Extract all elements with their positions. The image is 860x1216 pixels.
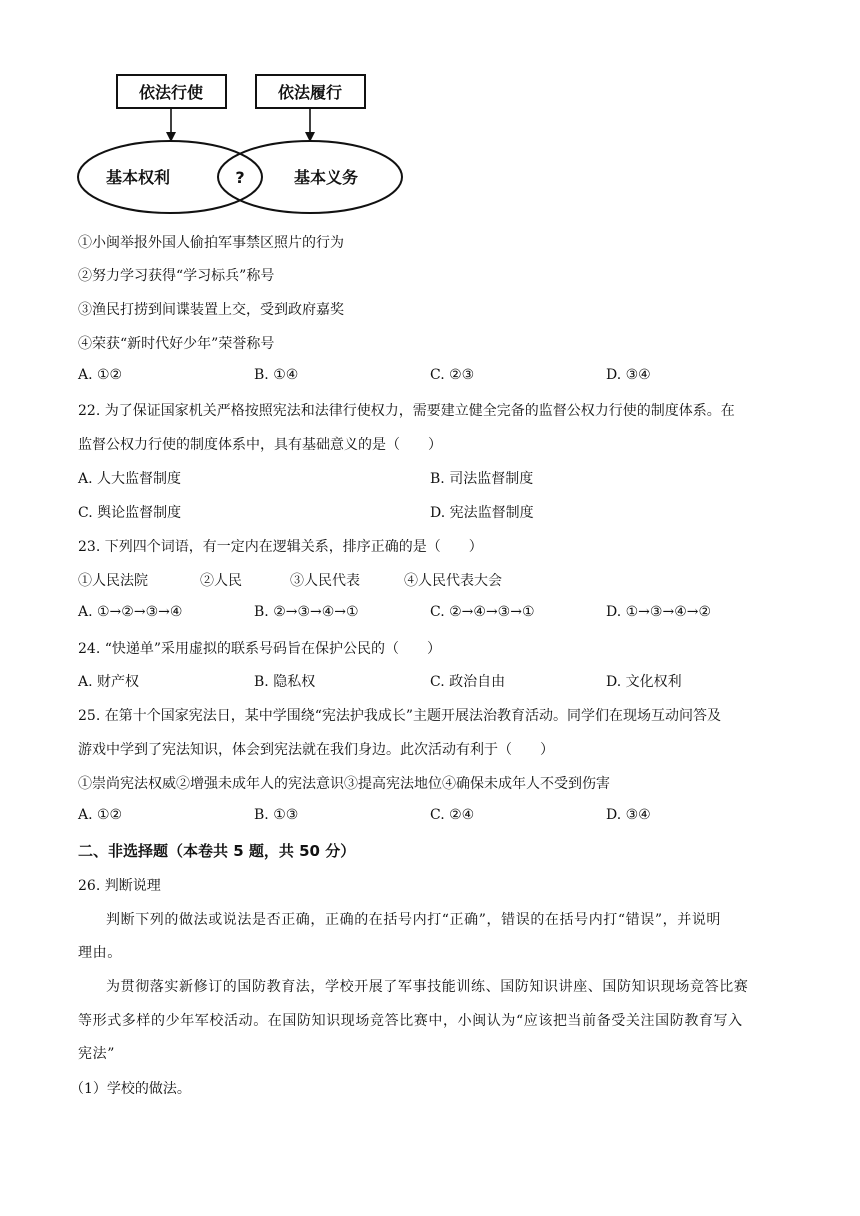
q22-stem-line1: 22. 为了保证国家机关严格按照宪法和法律行使权力，需要建立健全完备的监督公权力行使的制度体系。在: [78, 403, 735, 419]
q25-option-b: B. ①③: [254, 807, 299, 823]
q23-stem: 23. 下列四个词语，有一定内在逻辑关系，排序正确的是（ ）: [78, 539, 483, 555]
section-2-title: 二、非选择题（本卷共 5 题，共 50 分）: [78, 842, 356, 860]
q23-option-d: D. ①→③→④→②: [606, 604, 712, 620]
box-exercise-by-law-label: 依法行使: [138, 83, 204, 102]
q26-instruction-line2: 理由。: [78, 945, 122, 961]
q21-item-1: ①小闽举报外国人偷拍军事禁区照片的行为: [78, 235, 344, 251]
q23-option-c: C. ②→④→③→①: [430, 604, 535, 620]
q22-option-a: A. 人大监督制度: [78, 471, 182, 487]
ellipse-basic-rights-label: 基本权利: [105, 168, 171, 187]
q23-option-b: B. ②→③→④→①: [254, 604, 359, 620]
q26-label: 26. 判断说理: [78, 878, 161, 894]
q21-option-c: C. ②③: [430, 367, 475, 383]
q26-material-line3: 宪法”: [78, 1046, 115, 1062]
ellipse-basic-duties-label: 基本义务: [293, 168, 359, 187]
q23-item-2: ②人民: [200, 573, 242, 589]
q22-option-d: D. 宪法监督制度: [430, 505, 534, 521]
overlap-question-mark: ?: [235, 168, 245, 187]
q25-stem-line2: 游戏中学到了宪法知识，体会到宪法就在我们身边。此次活动有利于（ ）: [78, 742, 554, 758]
q22-stem-line2: 监督公权力行使的制度体系中，具有基础意义的是（ ）: [78, 437, 442, 453]
q21-item-2: ②努力学习获得“学习标兵”称号: [78, 268, 275, 284]
q24-option-b: B. 隐私权: [254, 674, 316, 690]
q21-item-4: ④荣获“新时代好少年”荣誉称号: [78, 336, 275, 352]
q25-items: ①崇尚宪法权威②增强未成年人的宪法意识③提高宪法地位④确保未成年人不受到伤害: [78, 776, 610, 792]
q21-option-d: D. ③④: [606, 367, 651, 383]
q23-item-4: ④人民代表大会: [404, 573, 502, 589]
rights-duties-diagram: [0, 0, 860, 230]
q24-option-a: A. 财产权: [78, 674, 140, 690]
q23-item-1: ①人民法院: [78, 573, 148, 589]
q21-item-3: ③渔民打捞到间谍装置上交，受到政府嘉奖: [78, 302, 344, 318]
q23-option-a: A. ①→②→③→④: [78, 604, 183, 620]
q23-item-3: ③人民代表: [290, 573, 360, 589]
q26-subquestion-1: （1）学校的做法。: [70, 1081, 191, 1097]
q21-option-b: B. ①④: [254, 367, 299, 383]
q25-option-c: C. ②④: [430, 807, 475, 823]
q24-stem: 24. “快递单”采用虚拟的联系号码旨在保护公民的（ ）: [78, 641, 442, 657]
q25-option-d: D. ③④: [606, 807, 651, 823]
q22-option-b: B. 司法监督制度: [430, 471, 534, 487]
q26-material-line2: 等形式多样的少年军校活动。在国防知识现场竞答比赛中，小闽认为“应该把当前备受关注国防教育写入: [78, 1013, 743, 1029]
q24-option-d: D. 文化权利: [606, 674, 682, 690]
q25-stem-line1: 25. 在第十个国家宪法日，某中学围绕“宪法护我成长”主题开展法治教育活动。同学们在现场互动问答及: [78, 708, 722, 724]
q22-option-c: C. 舆论监督制度: [78, 505, 182, 521]
box-fulfill-by-law-label: 依法履行: [277, 83, 343, 102]
q26-material-line1: 为贯彻落实新修订的国防教育法，学校开展了军事技能训练、国防知识讲座、国防知识现场竞答比赛: [106, 979, 749, 995]
q26-instruction-line1: 判断下列的做法或说法是否正确，正确的在括号内打“正确”，错误的在括号内打“错误”，并说明: [106, 912, 722, 928]
q24-option-c: C. 政治自由: [430, 674, 506, 690]
q21-option-a: A. ①②: [78, 367, 123, 383]
q25-option-a: A. ①②: [78, 807, 123, 823]
